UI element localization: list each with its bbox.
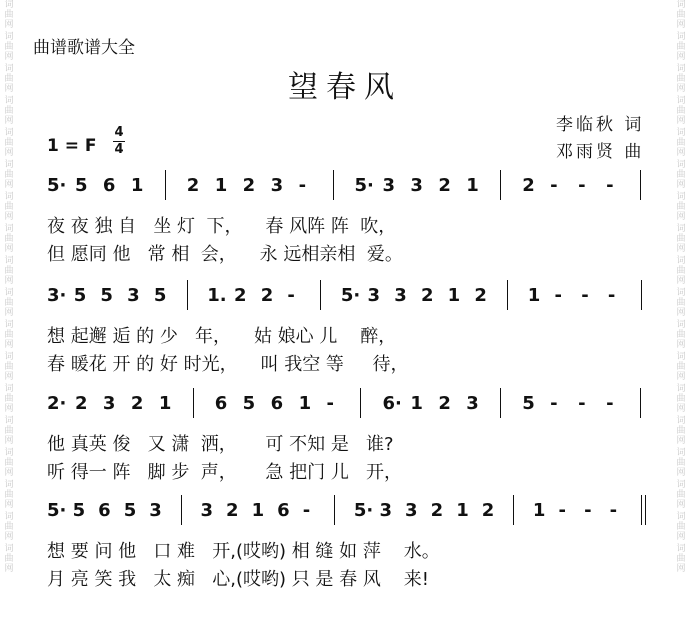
note: 3 xyxy=(149,500,162,521)
watermark-text: 词 曲 网 xyxy=(4,224,14,254)
watermark-text: 词 曲 网 xyxy=(4,128,14,158)
watermark-text: 词 曲 网 xyxy=(4,448,14,478)
note: - xyxy=(287,285,295,306)
lyric-line: 想 要 问 他 口 难 开,(哎哟) 相 缝 如 萍 水。 xyxy=(47,541,440,562)
note: 1 xyxy=(214,175,228,196)
note: - xyxy=(607,285,616,306)
note: 3 xyxy=(394,285,407,306)
watermark-text: 词 曲 网 xyxy=(4,544,14,574)
note: 5· xyxy=(353,500,374,521)
note: 3 xyxy=(410,175,423,196)
note: 3· xyxy=(47,285,67,306)
note: - xyxy=(550,393,558,414)
note: 2· xyxy=(47,393,67,414)
watermark-text: 词 曲 网 xyxy=(4,96,14,126)
note: - xyxy=(302,500,311,521)
note: 5 xyxy=(522,393,535,414)
note: 3 xyxy=(466,393,479,414)
barline xyxy=(320,280,321,310)
note: 6 xyxy=(270,393,284,414)
note: 5 xyxy=(100,285,113,306)
note: 6 xyxy=(214,393,228,414)
note: 1 xyxy=(130,175,144,196)
watermark-text: 词 曲 网 xyxy=(676,320,686,350)
note: - xyxy=(550,175,558,196)
note: 1 xyxy=(447,285,461,306)
barline xyxy=(165,170,166,200)
note: 3 xyxy=(367,285,381,306)
note: 1 xyxy=(532,500,546,521)
note: 5 xyxy=(72,500,86,521)
note: 3 xyxy=(102,393,116,414)
watermark-text: 词 曲 网 xyxy=(4,32,14,62)
note: 3 xyxy=(127,285,140,306)
barline xyxy=(507,280,508,310)
note: 5· xyxy=(47,500,67,521)
note: 2 xyxy=(186,175,200,196)
site-label: 曲谱歌谱大全 xyxy=(33,38,135,58)
watermark-text: 词 曲 网 xyxy=(676,256,686,286)
barline xyxy=(181,495,182,525)
watermark-text: 词 曲 网 xyxy=(676,192,686,222)
note: 1 xyxy=(410,393,423,414)
note: - xyxy=(581,285,589,306)
barline xyxy=(333,170,334,200)
note: 1 xyxy=(158,393,172,414)
note: 2 xyxy=(430,500,444,521)
note: 2 xyxy=(438,393,451,414)
barline xyxy=(641,280,642,310)
note: - xyxy=(584,500,592,521)
note: 3 xyxy=(270,175,284,196)
final-barline xyxy=(641,495,642,525)
song-title: 望春风 xyxy=(288,70,402,105)
note: 2 xyxy=(260,285,274,306)
watermark-text: 词 曲 网 xyxy=(676,64,686,94)
watermark-text: 词 曲 网 xyxy=(676,416,686,446)
watermark-text: 词 曲 网 xyxy=(676,544,686,574)
watermark-text: 词 曲 网 xyxy=(4,288,14,318)
watermark-text: 词 曲 网 xyxy=(676,480,686,510)
composer-credit: 邓雨贤 曲 xyxy=(556,142,645,162)
lyric-line: 他 真英 俊 又 潇 洒， 可 不知 是 谁? xyxy=(47,434,394,455)
barline xyxy=(187,280,188,310)
watermark-text: 词 曲 网 xyxy=(4,416,14,446)
note: 2 xyxy=(420,285,434,306)
note: - xyxy=(606,393,614,414)
note: 3 xyxy=(200,500,213,521)
watermark-text: 词 曲 网 xyxy=(4,512,14,542)
lyric-line: 春 暖花 开 的 好 时光， 叫 我空 等 待， xyxy=(47,354,409,375)
note: - xyxy=(606,175,614,196)
note: 5 xyxy=(123,500,137,521)
note: 5· xyxy=(340,285,361,306)
note: 5 xyxy=(74,175,88,196)
barline xyxy=(513,495,514,525)
time-signature xyxy=(113,126,125,157)
note: 6 xyxy=(102,175,116,196)
note: 6 xyxy=(277,500,290,521)
watermark-text: 词 曲 网 xyxy=(676,288,686,318)
note: 2 xyxy=(481,500,495,521)
watermark-text: 词 曲 网 xyxy=(676,224,686,254)
watermark-text: 词 曲 网 xyxy=(4,0,14,30)
lyric-line: 听 得一 阵 脚 步 声， 急 把门 儿 开， xyxy=(47,462,402,483)
note: 5 xyxy=(73,285,87,306)
watermark-text: 词 曲 网 xyxy=(676,512,686,542)
barline xyxy=(500,388,501,418)
note: - xyxy=(298,175,307,196)
note: - xyxy=(558,500,566,521)
note: 5· xyxy=(47,175,67,196)
note: - xyxy=(326,393,335,414)
note: 2 xyxy=(233,285,247,306)
note: 2 xyxy=(226,500,239,521)
watermark-text: 词 曲 网 xyxy=(4,64,14,94)
note: - xyxy=(609,500,618,521)
time-signature-bottom: 4 xyxy=(114,142,124,157)
watermark-text: 词 曲 网 xyxy=(676,448,686,478)
note: 2 xyxy=(242,175,256,196)
lyric-line: 月 亮 笑 我 太 痴 心,(哎哟) 只 是 春 风 来! xyxy=(47,569,429,590)
note: 1 xyxy=(456,500,469,521)
watermark-text: 词 曲 网 xyxy=(4,480,14,510)
note: 6· xyxy=(382,393,402,414)
time-signature-top: 4 xyxy=(114,125,124,140)
watermark-text: 词 曲 网 xyxy=(4,192,14,222)
note: 2 xyxy=(130,393,144,414)
key-signature: 1 = F xyxy=(47,136,97,156)
barline xyxy=(360,388,361,418)
watermark-text: 词 曲 网 xyxy=(4,352,14,382)
note: 3 xyxy=(379,500,392,521)
watermark-text: 词 曲 网 xyxy=(676,384,686,414)
note: 3 xyxy=(382,175,395,196)
note: 1 xyxy=(298,393,312,414)
note: 2 xyxy=(522,175,535,196)
barline xyxy=(500,170,501,200)
note: 6 xyxy=(98,500,111,521)
barline xyxy=(640,388,641,418)
note: - xyxy=(578,175,586,196)
watermark-text: 词 曲 网 xyxy=(676,0,686,30)
watermark-text: 词 曲 网 xyxy=(4,256,14,286)
note: 1 xyxy=(466,175,479,196)
watermark-text: 词 曲 网 xyxy=(676,96,686,126)
note: 5 xyxy=(153,285,167,306)
lyricist-credit: 李临秋 词 xyxy=(556,115,645,135)
watermark-text: 词 曲 网 xyxy=(676,352,686,382)
note: 2 xyxy=(474,285,487,306)
note: 3 xyxy=(405,500,418,521)
watermark-text: 词 曲 网 xyxy=(4,320,14,350)
note: 2 xyxy=(438,175,451,196)
note: - xyxy=(554,285,562,306)
note: 1. xyxy=(207,285,227,306)
watermark-text: 词 曲 网 xyxy=(4,384,14,414)
note: 1 xyxy=(527,285,541,306)
barline xyxy=(193,388,194,418)
lyric-line: 夜 夜 独 自 坐 灯 下， 春 风阵 阵 吹， xyxy=(47,216,397,237)
watermark-text: 词 曲 网 xyxy=(676,160,686,190)
note: 2 xyxy=(74,393,88,414)
note: 5· xyxy=(354,175,374,196)
watermark-text: 词 曲 网 xyxy=(4,160,14,190)
watermark-text: 词 曲 网 xyxy=(676,128,686,158)
lyric-line: 但 愿同 他 常 相 会， 永 远相亲相 爱。 xyxy=(47,244,403,265)
watermark-text: 词 曲 网 xyxy=(676,32,686,62)
barline xyxy=(334,495,335,525)
lyric-line: 想 起邂 逅 的 少 年， 姑 娘心 儿 醉， xyxy=(47,326,397,347)
note: 5 xyxy=(242,393,256,414)
barline xyxy=(640,170,641,200)
note: - xyxy=(578,393,586,414)
note: 1 xyxy=(251,500,265,521)
